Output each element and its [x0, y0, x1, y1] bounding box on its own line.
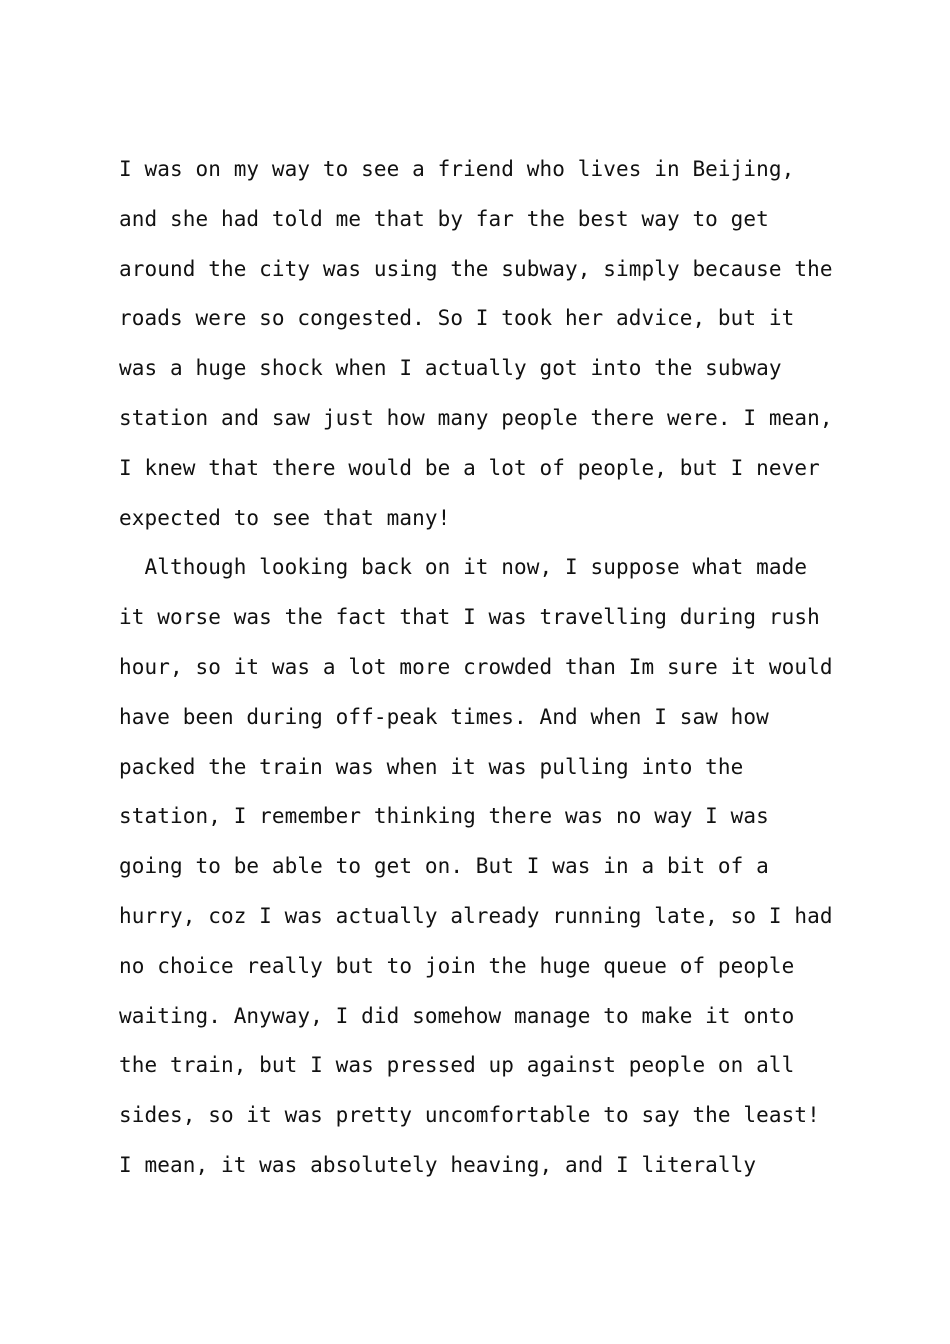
text-line: it worse was the fact that I was travelling during rush	[119, 605, 820, 630]
text-line: expected to see that many!	[119, 505, 451, 530]
text-line: waiting. Anyway, I did somehow manage to make it onto	[119, 1003, 795, 1028]
text-line: roads were so congested. So I took her advice, but it	[119, 306, 795, 331]
text-line: and she had told me that by far the best way to get	[119, 206, 769, 231]
text-line: I mean, it was absolutely heaving, and I literally	[119, 1152, 757, 1177]
text-line: was a huge shock when I actually got into the subway	[119, 356, 782, 381]
text-line: have been during off-peak times. And when I saw how	[119, 704, 769, 729]
text-line: hurry, coz I was actually already running late, so I had	[119, 903, 833, 928]
text-line: packed the train was when it was pulling into the	[119, 754, 744, 779]
text-line: I was on my way to see a friend who lives in Beijing,	[119, 157, 795, 181]
text-line: station, I remember thinking there was no way I was	[119, 804, 769, 829]
text-line: no choice really but to join the huge queue of people	[119, 953, 795, 978]
text-line: around the city was using the subway, simply because the	[119, 256, 833, 281]
text-line: Although looking back on it now, I suppose what made	[119, 555, 808, 580]
text-line: hour, so it was a lot more crowded than Im sure it would	[119, 654, 833, 679]
text-line: going to be able to get on. But I was in a bit of a	[119, 854, 769, 879]
text-line: I knew that there would be a lot of people, but I never	[119, 455, 820, 480]
body-text	[119, 145, 859, 1191]
text-line: station and saw just how many people there were. I mean,	[119, 405, 833, 430]
text-line: the train, but I was pressed up against people on all	[119, 1053, 795, 1078]
text-line: sides, so it was pretty uncomfortable to say the least!	[119, 1103, 820, 1128]
